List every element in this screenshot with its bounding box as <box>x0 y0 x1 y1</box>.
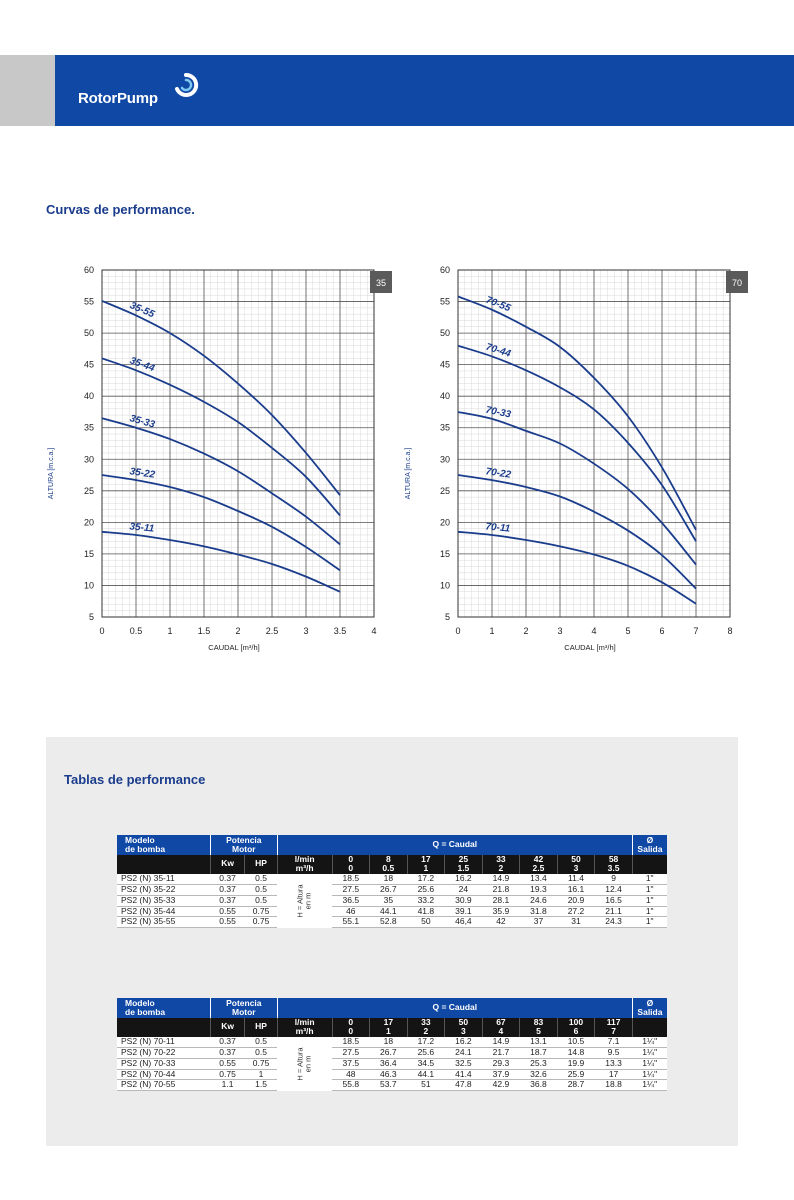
head-value-cell: 55.1 <box>332 917 370 928</box>
series-label-70-55: 70-55 <box>484 294 512 315</box>
header-potencia: Potencia Motor <box>210 998 277 1018</box>
y-tick-label: 25 <box>83 485 94 496</box>
header-potencia: Potencia Motor <box>210 835 277 855</box>
series-line-35-11 <box>102 532 340 592</box>
head-value-cell: 24.6 <box>520 895 558 906</box>
x-tick-label: 4 <box>371 626 377 636</box>
kw-cell: 0.37 <box>210 874 244 884</box>
head-value-cell: 36.5 <box>332 895 370 906</box>
x-tick-label: 6 <box>659 626 665 636</box>
head-value-cell: 25.9 <box>557 1069 595 1080</box>
salida-cell: 1¼" <box>632 1080 667 1091</box>
header-lmin: l/min <box>277 1018 332 1028</box>
model-cell: PS2 (N) 70-11 <box>117 1037 210 1047</box>
head-value-cell: 41.8 <box>407 906 445 917</box>
x-tick-label: 2 <box>523 626 529 636</box>
lmin-value: 33 <box>482 855 520 865</box>
y-tick-label: 35 <box>439 422 450 433</box>
salida-cell: 1¼" <box>632 1037 667 1047</box>
m3h-value: 3 <box>557 864 595 874</box>
header-modelo: Modelo de bomba <box>117 998 210 1018</box>
lmin-value: 0 <box>332 855 370 865</box>
head-value-cell: 44.1 <box>407 1069 445 1080</box>
lmin-value: 0 <box>332 1018 370 1028</box>
lmin-value: 25 <box>445 855 483 865</box>
head-value-cell: 35.9 <box>482 906 520 917</box>
m3h-value: 0.5 <box>370 864 408 874</box>
y-tick-label: 45 <box>83 359 94 370</box>
header-kw: Kw <box>210 855 244 875</box>
hp-cell: 1.5 <box>245 1080 277 1091</box>
m3h-value: 7 <box>595 1027 633 1037</box>
head-value-cell: 47.8 <box>445 1080 483 1091</box>
hp-cell: 0.5 <box>245 1047 277 1058</box>
head-value-cell: 28.7 <box>557 1080 595 1091</box>
header-m3h: m³/h <box>277 1027 332 1037</box>
head-value-cell: 35 <box>370 895 408 906</box>
head-value-cell: 13.4 <box>520 874 558 884</box>
series-label-35-22: 35-22 <box>128 466 156 481</box>
y-tick-label: 35 <box>83 422 94 433</box>
table-row <box>117 874 667 884</box>
x-tick-label: 4 <box>591 626 597 636</box>
series-label-35-11: 35-11 <box>128 521 155 535</box>
head-value-cell: 37.5 <box>332 1058 370 1069</box>
y-tick-label: 60 <box>83 265 94 275</box>
head-value-cell: 41.4 <box>445 1069 483 1080</box>
kw-cell: 0.55 <box>210 917 244 928</box>
header-blank <box>632 1018 667 1038</box>
hp-cell: 1 <box>245 1069 277 1080</box>
x-axis-label: CAUDAL [m³/h] <box>208 643 260 652</box>
performance-table-35 <box>117 835 667 928</box>
x-tick-label: 3 <box>557 626 563 636</box>
model-cell: PS2 (N) 35-44 <box>117 906 210 917</box>
x-tick-label: 2.5 <box>265 626 279 636</box>
m3h-value: 4 <box>482 1027 520 1037</box>
model-cell: PS2 (N) 35-33 <box>117 895 210 906</box>
salida-cell: 1" <box>632 917 667 928</box>
head-value-cell: 44.1 <box>370 906 408 917</box>
head-value-cell: 16.5 <box>595 895 633 906</box>
y-tick-label: 50 <box>83 328 94 339</box>
y-tick-label: 15 <box>83 548 94 559</box>
head-value-cell: 10.5 <box>557 1037 595 1047</box>
lmin-value: 17 <box>407 855 445 865</box>
head-value-cell: 9 <box>595 874 633 884</box>
y-axis-label: ALTURA [m.c.a.] <box>48 447 55 500</box>
head-value-cell: 37.9 <box>482 1069 520 1080</box>
kw-cell: 0.75 <box>210 1069 244 1080</box>
model-cell: PS2 (N) 35-11 <box>117 874 210 884</box>
head-value-cell: 52.8 <box>370 917 408 928</box>
header-hp: HP <box>245 1018 277 1038</box>
head-value-cell: 18.7 <box>520 1047 558 1058</box>
head-value-cell: 14.9 <box>482 1037 520 1047</box>
head-value-cell: 17.2 <box>407 1037 445 1047</box>
y-tick-label: 20 <box>83 517 94 528</box>
head-value-cell: 36.4 <box>370 1058 408 1069</box>
head-value-cell: 16.2 <box>445 874 483 884</box>
head-value-cell: 46 <box>332 906 370 917</box>
y-tick-label: 55 <box>83 296 94 307</box>
lmin-value: 17 <box>370 1018 408 1028</box>
series-line-35-55 <box>102 301 340 495</box>
head-value-cell: 20.9 <box>557 895 595 906</box>
x-tick-label: 0 <box>455 626 461 636</box>
series-label-70-11: 70-11 <box>484 521 511 535</box>
y-tick-label: 10 <box>439 580 450 591</box>
head-value-cell: 18.5 <box>332 874 370 884</box>
lmin-value: 117 <box>595 1018 633 1028</box>
header-gray-tab <box>0 55 55 126</box>
y-tick-label: 55 <box>439 296 450 307</box>
x-tick-label: 2 <box>235 626 241 636</box>
x-axis-label: CAUDAL [m³/h] <box>564 643 616 652</box>
table-row <box>117 906 667 917</box>
y-tick-label: 40 <box>439 391 450 402</box>
hp-cell: 0.75 <box>245 1058 277 1069</box>
head-value-cell: 18 <box>370 874 408 884</box>
head-value-cell: 26.7 <box>370 1047 408 1058</box>
head-value-cell: 32.5 <box>445 1058 483 1069</box>
head-value-cell: 32.6 <box>520 1069 558 1080</box>
kw-cell: 0.37 <box>210 1047 244 1058</box>
x-tick-label: 3 <box>303 626 309 636</box>
header-modelo: Modelo de bomba <box>117 835 210 855</box>
tables-title: Tablas de performance <box>64 772 206 787</box>
head-value-cell: 13.3 <box>595 1058 633 1069</box>
head-value-cell: 27.5 <box>332 1047 370 1058</box>
x-tick-label: 1.5 <box>197 626 211 636</box>
curves-title: Curvas de performance. <box>46 202 195 217</box>
series-line-70-44 <box>458 346 696 542</box>
head-value-cell: 21.7 <box>482 1047 520 1058</box>
m3h-value: 0 <box>332 864 370 874</box>
m3h-value: 3.5 <box>595 864 633 874</box>
table-row <box>117 884 667 895</box>
head-value-cell: 29.3 <box>482 1058 520 1069</box>
lmin-value: 50 <box>557 855 595 865</box>
head-value-cell: 26.7 <box>370 884 408 895</box>
lmin-value: 33 <box>407 1018 445 1028</box>
performance-chart-35 <box>30 260 410 660</box>
header-blank <box>632 855 667 875</box>
y-tick-label: 5 <box>88 612 94 622</box>
series-label-35-44: 35-44 <box>128 355 156 375</box>
head-value-cell: 24.3 <box>595 917 633 928</box>
kw-cell: 1.1 <box>210 1080 244 1091</box>
x-tick-label: 1 <box>489 626 495 636</box>
m3h-value: 1 <box>370 1027 408 1037</box>
header-hp: HP <box>245 855 277 875</box>
series-label-70-22: 70-22 <box>484 466 512 481</box>
head-value-cell: 50 <box>407 917 445 928</box>
y-tick-label: 15 <box>439 548 450 559</box>
head-value-cell: 42.9 <box>482 1080 520 1091</box>
series-label-70-44: 70-44 <box>484 341 512 360</box>
x-tick-label: 3.5 <box>333 626 347 636</box>
header-altura: H = Altura en m <box>277 874 332 927</box>
performance-chart-70 <box>384 260 764 660</box>
head-value-cell: 16.2 <box>445 1037 483 1047</box>
series-line-70-33 <box>458 412 696 565</box>
table-row <box>117 917 667 928</box>
m3h-value: 1 <box>407 864 445 874</box>
head-value-cell: 25.6 <box>407 1047 445 1058</box>
model-cell: PS2 (N) 70-55 <box>117 1080 210 1091</box>
header-m3h: m³/h <box>277 864 332 874</box>
hp-cell: 0.5 <box>245 1037 277 1047</box>
x-tick-label: 8 <box>727 626 733 636</box>
lmin-value: 8 <box>370 855 408 865</box>
head-value-cell: 12.4 <box>595 884 633 895</box>
salida-cell: 1" <box>632 884 667 895</box>
y-tick-label: 50 <box>439 328 450 339</box>
model-cell: PS2 (N) 70-33 <box>117 1058 210 1069</box>
lmin-value: 42 <box>520 855 558 865</box>
hp-cell: 0.5 <box>245 874 277 884</box>
head-value-cell: 17.2 <box>407 874 445 884</box>
series-line-70-11 <box>458 532 696 604</box>
salida-cell: 1" <box>632 895 667 906</box>
model-cell: PS2 (N) 35-55 <box>117 917 210 928</box>
y-tick-label: 10 <box>83 580 94 591</box>
m3h-value: 0 <box>332 1027 370 1037</box>
brand-logo-text: RotorPump <box>78 90 158 107</box>
y-tick-label: 30 <box>439 454 450 465</box>
header-lmin: l/min <box>277 855 332 865</box>
head-value-cell: 55.8 <box>332 1080 370 1091</box>
head-value-cell: 14.8 <box>557 1047 595 1058</box>
kw-cell: 0.37 <box>210 884 244 895</box>
head-value-cell: 14.9 <box>482 874 520 884</box>
y-tick-label: 25 <box>439 485 450 496</box>
m3h-value: 2 <box>407 1027 445 1037</box>
table-row <box>117 895 667 906</box>
header-salida: Ø Salida <box>632 835 667 855</box>
head-value-cell: 53.7 <box>370 1080 408 1091</box>
head-value-cell: 31 <box>557 917 595 928</box>
hp-cell: 0.5 <box>245 895 277 906</box>
head-value-cell: 9.5 <box>595 1047 633 1058</box>
model-cell: PS2 (N) 70-22 <box>117 1047 210 1058</box>
y-tick-label: 45 <box>439 359 450 370</box>
salida-cell: 1¼" <box>632 1069 667 1080</box>
table-row <box>117 1069 667 1080</box>
head-value-cell: 46.3 <box>370 1069 408 1080</box>
header-blank <box>117 1018 210 1038</box>
y-tick-label: 20 <box>439 517 450 528</box>
head-value-cell: 36.8 <box>520 1080 558 1091</box>
head-value-cell: 24 <box>445 884 483 895</box>
head-value-cell: 34.5 <box>407 1058 445 1069</box>
lmin-value: 58 <box>595 855 633 865</box>
y-tick-label: 30 <box>83 454 94 465</box>
x-tick-label: 0 <box>99 626 105 636</box>
kw-cell: 0.37 <box>210 895 244 906</box>
x-tick-label: 5 <box>625 626 631 636</box>
head-value-cell: 21.8 <box>482 884 520 895</box>
header-caudal: Q = Caudal <box>277 835 632 855</box>
y-tick-label: 5 <box>444 612 450 622</box>
salida-cell: 1¼" <box>632 1058 667 1069</box>
head-value-cell: 17 <box>595 1069 633 1080</box>
head-value-cell: 18 <box>370 1037 408 1047</box>
chart-badge-label: 35 <box>375 278 387 288</box>
head-value-cell: 27.2 <box>557 906 595 917</box>
lmin-value: 50 <box>445 1018 483 1028</box>
series-label-70-33: 70-33 <box>484 404 512 421</box>
model-cell: PS2 (N) 35-22 <box>117 884 210 895</box>
head-value-cell: 16.1 <box>557 884 595 895</box>
head-value-cell: 11.4 <box>557 874 595 884</box>
head-value-cell: 25.3 <box>520 1058 558 1069</box>
chart-35-svg <box>30 260 410 660</box>
chart-70-svg <box>384 260 764 660</box>
series-label-35-33: 35-33 <box>128 413 156 431</box>
m3h-value: 2 <box>482 864 520 874</box>
header-blank <box>117 855 210 875</box>
m3h-value: 1.5 <box>445 864 483 874</box>
m3h-value: 2.5 <box>520 864 558 874</box>
head-value-cell: 39.1 <box>445 906 483 917</box>
head-value-cell: 46,4 <box>445 917 483 928</box>
lmin-value: 83 <box>520 1018 558 1028</box>
head-value-cell: 48 <box>332 1069 370 1080</box>
header-kw: Kw <box>210 1018 244 1038</box>
table-lmin-row <box>117 1018 667 1028</box>
head-value-cell: 18.8 <box>595 1080 633 1091</box>
table-row <box>117 1047 667 1058</box>
kw-cell: 0.55 <box>210 906 244 917</box>
table-row <box>117 1058 667 1069</box>
head-value-cell: 30.9 <box>445 895 483 906</box>
head-value-cell: 27.5 <box>332 884 370 895</box>
head-value-cell: 33.2 <box>407 895 445 906</box>
head-value-cell: 25.6 <box>407 884 445 895</box>
m3h-value: 3 <box>445 1027 483 1037</box>
header-salida: Ø Salida <box>632 998 667 1018</box>
head-value-cell: 31.8 <box>520 906 558 917</box>
table-row <box>117 1037 667 1047</box>
header-caudal: Q = Caudal <box>277 998 632 1018</box>
lmin-value: 100 <box>557 1018 595 1028</box>
head-value-cell: 42 <box>482 917 520 928</box>
x-tick-label: 1 <box>167 626 173 636</box>
x-tick-label: 0.5 <box>129 626 143 636</box>
y-tick-label: 60 <box>439 265 450 275</box>
table-row <box>117 1080 667 1091</box>
hp-cell: 0.75 <box>245 906 277 917</box>
lmin-value: 67 <box>482 1018 520 1028</box>
kw-cell: 0.37 <box>210 1037 244 1047</box>
salida-cell: 1" <box>632 874 667 884</box>
head-value-cell: 37 <box>520 917 558 928</box>
brand-logo-icon <box>173 72 199 98</box>
kw-cell: 0.55 <box>210 1058 244 1069</box>
head-value-cell: 51 <box>407 1080 445 1091</box>
salida-cell: 1" <box>632 906 667 917</box>
performance-table-70 <box>117 998 667 1091</box>
head-value-cell: 24.1 <box>445 1047 483 1058</box>
head-value-cell: 21.1 <box>595 906 633 917</box>
m3h-value: 5 <box>520 1027 558 1037</box>
head-value-cell: 19.3 <box>520 884 558 895</box>
header-bar <box>55 55 794 126</box>
salida-cell: 1¼" <box>632 1047 667 1058</box>
head-value-cell: 19.9 <box>557 1058 595 1069</box>
head-value-cell: 7.1 <box>595 1037 633 1047</box>
header-altura: H = Altura en m <box>277 1037 332 1090</box>
chart-badge-label: 70 <box>731 278 743 288</box>
head-value-cell: 18.5 <box>332 1037 370 1047</box>
head-value-cell: 28.1 <box>482 895 520 906</box>
y-axis-label: ALTURA [m.c.a.] <box>405 447 412 500</box>
hp-cell: 0.75 <box>245 917 277 928</box>
hp-cell: 0.5 <box>245 884 277 895</box>
m3h-value: 6 <box>557 1027 595 1037</box>
series-line-35-44 <box>102 358 340 515</box>
series-label-35-55: 35-55 <box>128 300 156 321</box>
y-tick-label: 40 <box>83 391 94 402</box>
model-cell: PS2 (N) 70-44 <box>117 1069 210 1080</box>
head-value-cell: 13.1 <box>520 1037 558 1047</box>
x-tick-label: 7 <box>693 626 699 636</box>
